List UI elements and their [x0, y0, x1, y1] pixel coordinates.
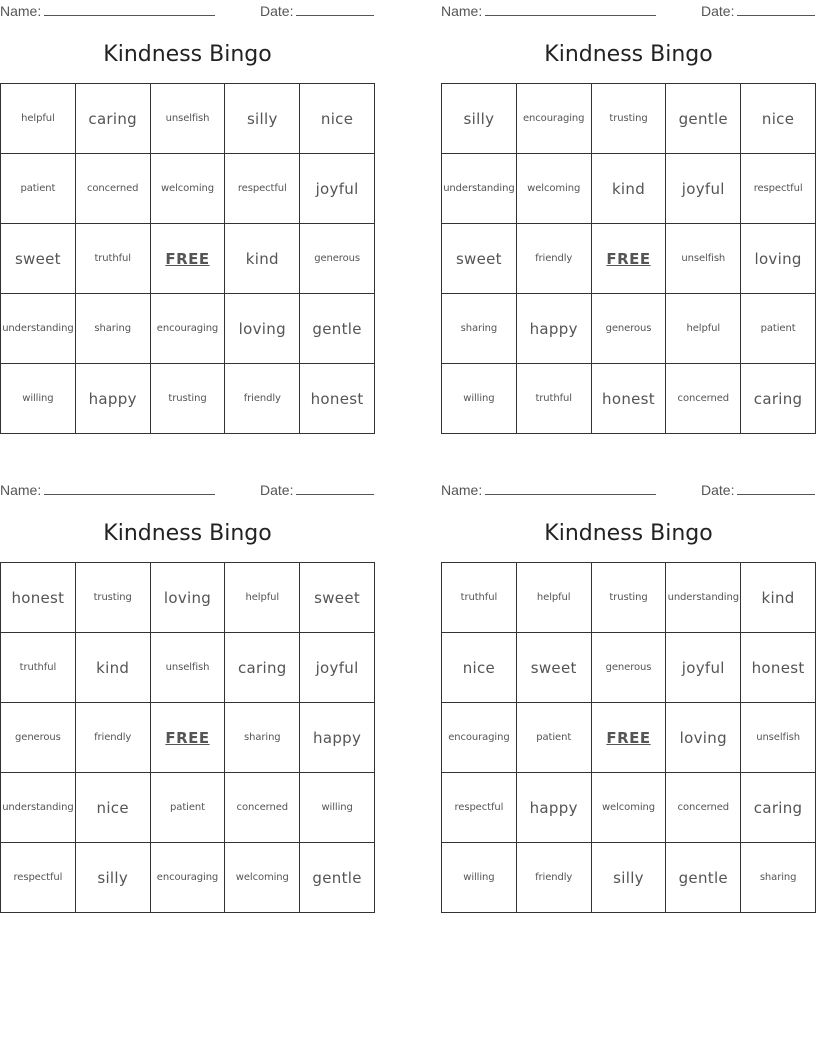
card-header [441, 479, 816, 501]
bingo-cell[interactable]: trusting [592, 563, 667, 633]
bingo-cell[interactable]: honest [1, 563, 76, 633]
bingo-grid [441, 83, 816, 434]
bingo-cell[interactable]: willing [442, 364, 517, 434]
name-line[interactable] [44, 482, 215, 495]
bingo-cell[interactable]: sharing [225, 703, 300, 773]
bingo-cell[interactable]: generous [592, 294, 667, 364]
bingo-card-3 [0, 479, 375, 919]
bingo-cell[interactable]: gentle [300, 294, 375, 364]
bingo-cell[interactable]: silly [225, 84, 300, 154]
bingo-cell[interactable]: understanding [1, 294, 76, 364]
bingo-cell[interactable]: helpful [1, 84, 76, 154]
bingo-cell[interactable]: welcoming [225, 843, 300, 913]
bingo-cell[interactable]: understanding [666, 563, 741, 633]
bingo-cell[interactable]: concerned [225, 773, 300, 843]
bingo-card-4 [441, 479, 816, 919]
bingo-card-2 [441, 0, 816, 440]
date-line[interactable] [737, 3, 815, 16]
date-field[interactable] [701, 482, 815, 498]
bingo-cell[interactable]: willing [442, 843, 517, 913]
bingo-cell[interactable]: respectful [442, 773, 517, 843]
bingo-cell[interactable]: encouraging [517, 84, 592, 154]
bingo-cell[interactable]: joyful [300, 633, 375, 703]
bingo-cell[interactable]: concerned [666, 364, 741, 434]
bingo-cell[interactable]: welcoming [592, 773, 667, 843]
bingo-cell[interactable]: concerned [666, 773, 741, 843]
bingo-cell[interactable]: sweet [300, 563, 375, 633]
bingo-cell[interactable]: willing [1, 364, 76, 434]
date-line[interactable] [296, 482, 374, 495]
bingo-cell[interactable]: welcoming [517, 154, 592, 224]
bingo-cell[interactable]: silly [592, 843, 667, 913]
bingo-cell[interactable]: kind [225, 224, 300, 294]
card-title: Kindness Bingo [103, 42, 272, 67]
bingo-cell[interactable]: loving [666, 703, 741, 773]
free-space-cell[interactable]: FREE [151, 703, 226, 773]
bingo-grid [441, 562, 816, 913]
card-title: Kindness Bingo [544, 521, 713, 546]
bingo-cell[interactable]: welcoming [151, 154, 226, 224]
bingo-cell[interactable]: honest [741, 633, 816, 703]
bingo-cell[interactable]: respectful [1, 843, 76, 913]
bingo-cell[interactable]: understanding [1, 773, 76, 843]
bingo-cell[interactable]: truthful [442, 563, 517, 633]
name-label: Name: [0, 3, 42, 19]
bingo-cell[interactable]: honest [300, 364, 375, 434]
bingo-cell[interactable]: helpful [666, 294, 741, 364]
bingo-cell[interactable]: gentle [666, 843, 741, 913]
date-field[interactable] [260, 482, 374, 498]
bingo-cell[interactable]: sharing [442, 294, 517, 364]
bingo-cell[interactable]: caring [741, 773, 816, 843]
bingo-cell[interactable]: sweet [1, 224, 76, 294]
bingo-cell[interactable]: unselfish [741, 703, 816, 773]
bingo-cell[interactable]: nice [76, 773, 151, 843]
name-line[interactable] [485, 3, 656, 16]
bingo-grid [0, 562, 375, 913]
bingo-cell[interactable]: sweet [517, 633, 592, 703]
bingo-cell[interactable]: concerned [76, 154, 151, 224]
card-header [441, 0, 816, 22]
bingo-cell[interactable]: patient [151, 773, 226, 843]
bingo-cell[interactable]: respectful [225, 154, 300, 224]
bingo-cell[interactable]: truthful [517, 364, 592, 434]
bingo-cell[interactable]: trusting [76, 563, 151, 633]
date-line[interactable] [737, 482, 815, 495]
name-label: Name: [0, 482, 42, 498]
name-line[interactable] [485, 482, 656, 495]
date-field[interactable] [701, 3, 815, 19]
card-title: Kindness Bingo [103, 521, 272, 546]
bingo-card-1 [0, 0, 375, 440]
bingo-cell[interactable]: kind [592, 154, 667, 224]
bingo-cell[interactable]: encouraging [442, 703, 517, 773]
bingo-cell[interactable]: nice [741, 84, 816, 154]
free-space-cell[interactable]: FREE [592, 703, 667, 773]
date-label: Date: [260, 482, 294, 498]
bingo-cell[interactable]: unselfish [151, 633, 226, 703]
bingo-cell[interactable]: helpful [225, 563, 300, 633]
free-space-cell[interactable]: FREE [151, 224, 226, 294]
bingo-cell[interactable]: silly [76, 843, 151, 913]
bingo-cell[interactable]: willing [300, 773, 375, 843]
bingo-cell[interactable]: friendly [76, 703, 151, 773]
bingo-cell[interactable]: generous [300, 224, 375, 294]
bingo-cell[interactable]: loving [225, 294, 300, 364]
bingo-cell[interactable]: joyful [666, 633, 741, 703]
card-title: Kindness Bingo [544, 42, 713, 67]
bingo-cell[interactable]: happy [517, 773, 592, 843]
bingo-cell[interactable]: happy [76, 364, 151, 434]
bingo-cell[interactable]: friendly [225, 364, 300, 434]
bingo-cell[interactable]: sharing [76, 294, 151, 364]
date-line[interactable] [296, 3, 374, 16]
name-field[interactable] [441, 482, 656, 498]
bingo-cell[interactable]: happy [517, 294, 592, 364]
bingo-cell[interactable]: trusting [592, 84, 667, 154]
bingo-cell[interactable]: understanding [442, 154, 517, 224]
bingo-cell[interactable]: gentle [666, 84, 741, 154]
bingo-cell[interactable]: kind [741, 563, 816, 633]
bingo-cell[interactable]: encouraging [151, 843, 226, 913]
bingo-cell[interactable]: friendly [517, 843, 592, 913]
card-header [0, 0, 375, 22]
bingo-cell[interactable]: helpful [517, 563, 592, 633]
bingo-cell[interactable]: kind [76, 633, 151, 703]
bingo-cell[interactable]: honest [592, 364, 667, 434]
bingo-cell[interactable]: caring [76, 84, 151, 154]
bingo-cell[interactable]: trusting [151, 364, 226, 434]
card-header [0, 479, 375, 501]
bingo-cell[interactable]: joyful [666, 154, 741, 224]
date-label: Date: [701, 482, 735, 498]
bingo-cell[interactable]: loving [741, 224, 816, 294]
bingo-cell[interactable]: truthful [76, 224, 151, 294]
bingo-cell[interactable]: loving [151, 563, 226, 633]
name-line[interactable] [44, 3, 215, 16]
bingo-cell[interactable]: truthful [1, 633, 76, 703]
date-label: Date: [260, 3, 294, 19]
bingo-grid [0, 83, 375, 434]
bingo-cell[interactable]: generous [1, 703, 76, 773]
bingo-cell[interactable]: sweet [442, 224, 517, 294]
date-label: Date: [701, 3, 735, 19]
bingo-cell[interactable]: respectful [741, 154, 816, 224]
bingo-cell[interactable]: happy [300, 703, 375, 773]
bingo-cell[interactable]: nice [442, 633, 517, 703]
bingo-cell[interactable]: joyful [300, 154, 375, 224]
name-field[interactable] [441, 3, 656, 19]
date-field[interactable] [260, 3, 374, 19]
bingo-cell[interactable]: gentle [300, 843, 375, 913]
bingo-cell[interactable]: unselfish [666, 224, 741, 294]
bingo-cell[interactable]: friendly [517, 224, 592, 294]
name-label: Name: [441, 3, 483, 19]
free-space-cell[interactable]: FREE [592, 224, 667, 294]
bingo-cell[interactable]: silly [442, 84, 517, 154]
bingo-cell[interactable]: patient [1, 154, 76, 224]
name-field[interactable] [0, 3, 215, 19]
bingo-cell[interactable]: caring [741, 364, 816, 434]
bingo-cell[interactable]: sharing [741, 843, 816, 913]
bingo-cell[interactable]: generous [592, 633, 667, 703]
name-label: Name: [441, 482, 483, 498]
bingo-cell[interactable]: patient [517, 703, 592, 773]
bingo-cell[interactable]: unselfish [151, 84, 226, 154]
bingo-cell[interactable]: caring [225, 633, 300, 703]
name-field[interactable] [0, 482, 215, 498]
bingo-cell[interactable]: patient [741, 294, 816, 364]
bingo-cell[interactable]: encouraging [151, 294, 226, 364]
bingo-cell[interactable]: nice [300, 84, 375, 154]
